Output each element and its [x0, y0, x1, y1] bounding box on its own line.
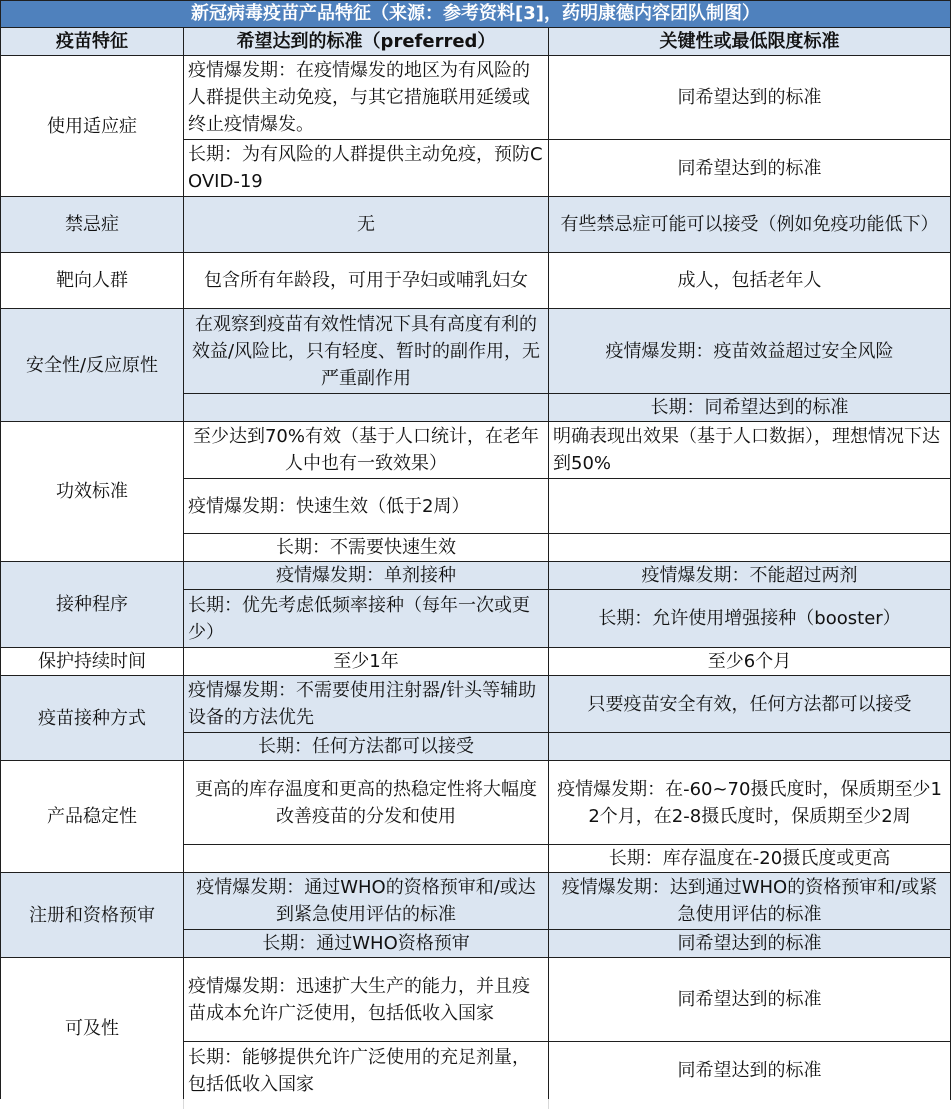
preferred-cell: 无: [184, 197, 549, 253]
preferred-cell: 至少1年: [184, 648, 549, 676]
preferred-cell: 疫情爆发期：单剂接种: [184, 562, 549, 590]
preferred-cell: [184, 394, 549, 422]
gridline: [548, 1099, 549, 1109]
minimum-cell: 疫情爆发期：不能超过两剂: [549, 562, 951, 590]
row-feature: 安全性/反应原性: [1, 309, 184, 422]
minimum-cell: 长期：同希望达到的标准: [549, 394, 951, 422]
preferred-cell: 长期：通过WHO资格预审: [184, 930, 549, 958]
preferred-cell: 长期：任何方法都可以接受: [184, 733, 549, 761]
table-title: 新冠病毒疫苗产品特征（来源：参考资料[3]，药明康德内容团队制图）: [1, 1, 951, 28]
header-minimum: 关键性或最低限度标准: [549, 28, 951, 56]
minimum-cell: 同希望达到的标准: [549, 56, 951, 140]
preferred-cell: 包含所有年龄段，可用于孕妇或哺乳妇女: [184, 253, 549, 309]
preferred-cell: 在观察到疫苗有效性情况下具有高度有利的效益/风险比，只有轻度、暂时的副作用，无严重副作用: [184, 309, 549, 394]
header-row: [1, 28, 951, 56]
sheet-gridline-strip: [0, 1099, 950, 1109]
minimum-cell: 长期：库存温度在-20摄氏度或更高: [549, 845, 951, 873]
preferred-cell: 疫情爆发期：不需要使用注射器/针头等辅助设备的方法优先: [184, 676, 549, 733]
minimum-cell: 有些禁忌症可能可以接受（例如免疫功能低下）: [549, 197, 951, 253]
preferred-cell: 长期：优先考虑低频率接种（每年一次或更少）: [184, 590, 549, 648]
minimum-cell: 同希望达到的标准: [549, 140, 951, 197]
table-row: [1, 648, 951, 676]
minimum-cell: [549, 733, 951, 761]
row-feature: 使用适应症: [1, 56, 184, 197]
preferred-cell: 长期：能够提供允许广泛使用的充足剂量，包括低收入国家: [184, 1042, 549, 1100]
row-feature: 注册和资格预审: [1, 873, 184, 958]
minimum-cell: 同希望达到的标准: [549, 930, 951, 958]
header-preferred: 希望达到的标准（preferred）: [184, 28, 549, 56]
minimum-cell: 疫情爆发期：达到通过WHO的资格预审和/或紧急使用评估的标准: [549, 873, 951, 930]
row-feature: 可及性: [1, 958, 184, 1100]
table-row: [1, 422, 951, 479]
row-feature: 接种程序: [1, 562, 184, 648]
row-feature: 禁忌症: [1, 197, 184, 253]
minimum-cell: 同希望达到的标准: [549, 1042, 951, 1100]
row-feature: 疫苗接种方式: [1, 676, 184, 761]
table-title-row: [1, 1, 951, 28]
preferred-cell: 至少达到70%有效（基于人口统计，在老年人中也有一致效果）: [184, 422, 549, 479]
row-feature: 产品稳定性: [1, 761, 184, 873]
row-feature: 保护持续时间: [1, 648, 184, 676]
minimum-cell: 明确表现出效果（基于人口数据），理想情况下达到50%: [549, 422, 951, 479]
table-row: [1, 253, 951, 309]
minimum-cell: 至少6个月: [549, 648, 951, 676]
table-row: [1, 873, 951, 930]
gridline: [183, 1099, 184, 1109]
preferred-cell: 疫情爆发期：快速生效（低于2周）: [184, 479, 549, 534]
minimum-cell: [549, 479, 951, 534]
header-feature: 疫苗特征: [1, 28, 184, 56]
table-row: [1, 309, 951, 394]
table-row: [1, 562, 951, 590]
preferred-cell: 疫情爆发期：通过WHO的资格预审和/或达到紧急使用评估的标准: [184, 873, 549, 930]
table-row: [1, 197, 951, 253]
table-row: [1, 761, 951, 845]
table-row: [1, 56, 951, 140]
preferred-cell: 长期：为有风险的人群提供主动免疫，预防COVID-19: [184, 140, 549, 197]
minimum-cell: 成人，包括老年人: [549, 253, 951, 309]
preferred-cell: [184, 845, 549, 873]
minimum-cell: 只要疫苗安全有效，任何方法都可以接受: [549, 676, 951, 733]
row-feature: 靶向人群: [1, 253, 184, 309]
preferred-cell: 疫情爆发期：在疫情爆发的地区为有风险的人群提供主动免疫，与其它措施联用延缓或终止疫情爆发。: [184, 56, 549, 140]
minimum-cell: [549, 534, 951, 562]
table-row: [1, 676, 951, 733]
row-feature: 功效标准: [1, 422, 184, 562]
minimum-cell: 疫情爆发期：在-60~70摄氏度时，保质期至少12个月，在2-8摄氏度时，保质期至少2周: [549, 761, 951, 845]
preferred-cell: 更高的库存温度和更高的热稳定性将大幅度改善疫苗的分发和使用: [184, 761, 549, 845]
minimum-cell: 同希望达到的标准: [549, 958, 951, 1042]
minimum-cell: 长期：允许使用增强接种（booster）: [549, 590, 951, 648]
preferred-cell: 疫情爆发期：迅速扩大生产的能力，并且疫苗成本允许广泛使用，包括低收入国家: [184, 958, 549, 1042]
minimum-cell: 疫情爆发期：疫苗效益超过安全风险: [549, 309, 951, 394]
table-row: [1, 958, 951, 1042]
preferred-cell: 长期：不需要快速生效: [184, 534, 549, 562]
